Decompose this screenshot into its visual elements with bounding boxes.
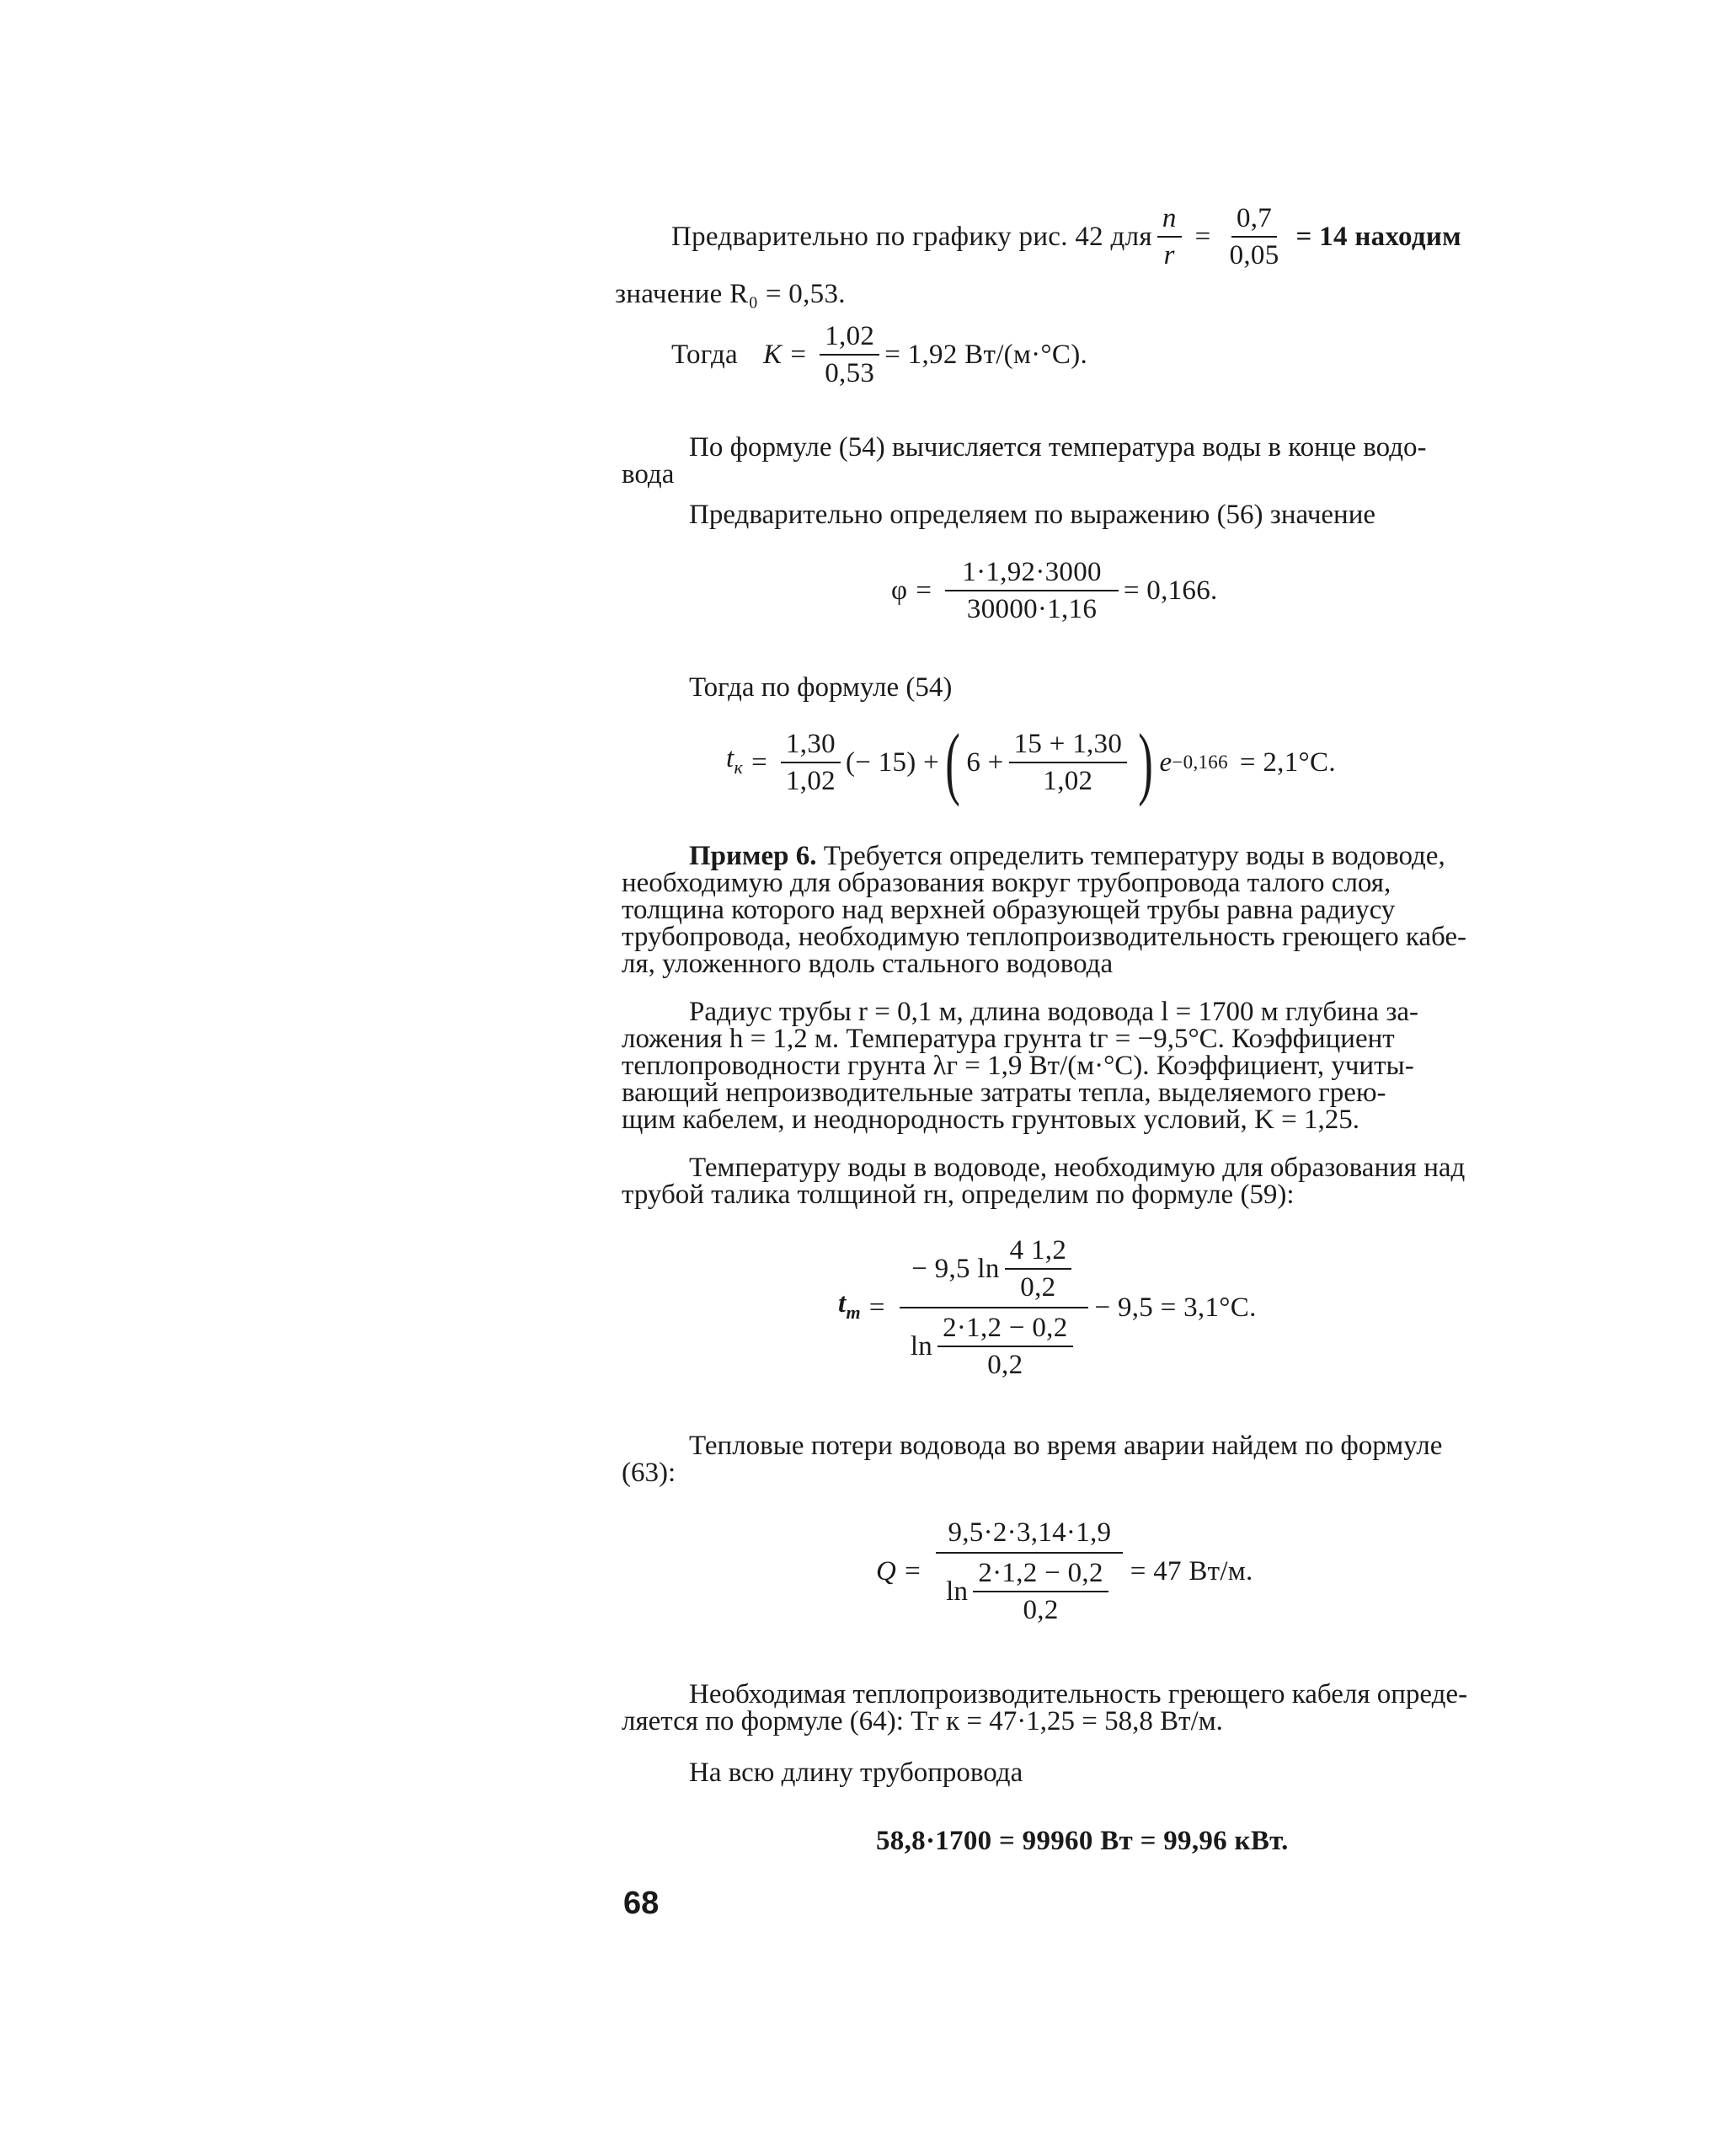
fraction-denominator (934, 1554, 1125, 1626)
result-phi: = 0,166. (1123, 575, 1218, 606)
fraction-numerator: 9,5·2·3,14·1,9 (936, 1517, 1123, 1554)
equals-sign: = (1194, 222, 1211, 252)
text-line: вающий непроизводительные затраты тепла, выделяемого грею- (622, 1078, 1386, 1108)
text-line: По формуле (54) вычисляется температура воды в конце водо- (689, 432, 1427, 463)
euler-e: e (1159, 747, 1172, 778)
fraction-denominator: 0,2 (1023, 1595, 1059, 1625)
page-number: 68 (623, 1886, 660, 1921)
equals-sign: = (790, 340, 807, 370)
text-r0-value: значение R₀ = 0,53. (615, 279, 846, 309)
fraction-numerator: 0,7 (1231, 202, 1277, 238)
variable-t: t (838, 1287, 847, 1319)
text-line: необходимую для образования вокруг трубопровода талого слоя, (622, 868, 1391, 898)
equation-tt (838, 1234, 1257, 1381)
fraction-130-102 (781, 728, 841, 797)
example-label: Пример 6. (689, 841, 817, 871)
fraction-top-inner (1005, 1234, 1072, 1303)
variable-tt (838, 1289, 861, 1327)
fraction-numerator: 2·1,2 − 0,2 (973, 1557, 1108, 1592)
equals-sign: = (868, 1292, 885, 1323)
result-tk: = 2,1°C. (1239, 747, 1336, 778)
text-line: Требуется определить температуру воды в водоводе, (816, 841, 1445, 871)
fraction-bottom-inner (937, 1312, 1072, 1381)
fraction-k (820, 320, 879, 389)
equation-phi (891, 556, 1218, 625)
text-line: ля, уложенного вдоль стального водовода (622, 949, 1114, 979)
final-result: 58,8·1700 = 99960 Вт = 99,96 кВт. (876, 1826, 1289, 1856)
right-parenthesis: ) (1138, 717, 1154, 807)
text-line: трубой талика толщиной rн, определим по формуле (59): (622, 1180, 1295, 1210)
text-line: На всю длину трубопровода (689, 1758, 1023, 1788)
fraction-tt-main (899, 1234, 1090, 1381)
paragraph-formula-64 (622, 1681, 1596, 1735)
paragraph-full-length (622, 1759, 1596, 1786)
left-parenthesis: ( (945, 717, 961, 807)
text-line: вода (622, 459, 675, 490)
text-line: Тепловые потери водовода во время аварии найдем по формуле (689, 1431, 1443, 1461)
text-line: Температуру воды в водоводе, необходимую для образования над (689, 1153, 1466, 1183)
equals-sign: = (905, 1556, 921, 1586)
text-preliminary: Предварительно по графику рис. 42 для (671, 222, 1152, 252)
preliminary-line (671, 202, 1461, 271)
equation-tk (726, 717, 1336, 807)
variable-t: t (726, 742, 734, 773)
paragraph-example-6 (622, 843, 1596, 977)
fraction-denominator: 0,05 (1229, 240, 1279, 270)
fraction-q-main (934, 1517, 1125, 1626)
text-line: Необходимая теплопроизводительность греющего кабеля опреде- (689, 1679, 1468, 1710)
fraction-phi (945, 556, 1119, 625)
term-ln: ln (946, 1576, 969, 1607)
equation-k (671, 320, 1087, 389)
paragraph-preliminary-56 (622, 501, 1596, 528)
text-line: (63): (622, 1458, 676, 1488)
fraction-numerator: 4 1,2 (1005, 1234, 1072, 1270)
equals-sign: = (751, 747, 767, 778)
fraction-07-over-005 (1225, 202, 1285, 271)
variable-k: K (763, 340, 783, 370)
fraction-denominator: 0,2 (987, 1350, 1023, 1380)
variable-phi: φ (891, 575, 908, 606)
fraction-numerator: n (1157, 202, 1182, 238)
subscript: т (846, 1301, 861, 1323)
text-finding: = 14 находим (1295, 222, 1461, 252)
variable-q: Q (876, 1556, 897, 1586)
term-ln-bottom: ln (910, 1331, 933, 1362)
text-line: щим кабелем, и неоднородность грунтовых условий, K = 1,25. (622, 1105, 1359, 1135)
text-then: Тогда (671, 340, 739, 370)
fraction-n-over-r (1157, 202, 1182, 271)
text-line: теплопроводности грунта λг = 1,9 Вт/(м·°C). Коэффициент, учиты- (622, 1051, 1414, 1081)
exponent: −0,166 (1172, 752, 1228, 773)
paragraph-formula-54 (622, 434, 1596, 488)
subscript: к (734, 756, 744, 778)
text-line: ляется по формуле (64): Tг к = 47·1,25 = 58,8 Вт/м. (622, 1706, 1223, 1736)
paragraph-parameters (622, 998, 1596, 1133)
term-ln-top: − 9,5 ln (911, 1254, 1000, 1284)
equals-sign: = (916, 575, 932, 606)
fraction-numerator: 15 + 1,30 (1009, 728, 1128, 763)
fraction-denominator: 1,02 (785, 766, 836, 796)
fraction-numerator: 1,02 (820, 320, 879, 356)
text-line: Предварительно определяем по выражению (56) значение (689, 500, 1376, 530)
fraction-denominator (899, 1308, 1090, 1381)
term-six: 6 + (966, 747, 1004, 778)
fraction-denominator: 0,53 (825, 358, 875, 388)
fraction-numerator (900, 1234, 1088, 1308)
fraction-sum-102 (1009, 728, 1128, 797)
fraction-numerator: 1·1,92·3000 (945, 556, 1119, 591)
fraction-numerator: 2·1,2 − 0,2 (937, 1312, 1072, 1347)
result-q: = 47 Вт/м. (1130, 1556, 1253, 1586)
paragraph-then-54 (622, 674, 1596, 701)
term-minus15: (− 15) + (845, 747, 940, 778)
result-k: = 1,92 Вт/(м·°C). (884, 340, 1088, 370)
paragraph-formula-63 (622, 1432, 1596, 1486)
fraction-q-inner (973, 1557, 1108, 1626)
paragraph-formula-59 (622, 1154, 1596, 1208)
fraction-denominator: 30000·1,16 (966, 594, 1098, 624)
text-line: Радиус трубы r = 0,1 м, длина водовода l = 1700 м глубина за- (689, 997, 1418, 1027)
text-line: толщина которого над верхней образующей трубы равна радиусу (622, 895, 1396, 925)
text-line: Тогда по формуле (54) (689, 672, 953, 703)
result-tt: − 9,5 = 3,1°C. (1094, 1292, 1257, 1323)
variable-tk (726, 744, 743, 782)
equation-q (876, 1517, 1253, 1626)
fraction-denominator: 1,02 (1043, 766, 1093, 796)
text-line: ложения h = 1,2 м. Температура грунта tг = −9,5°C. Коэффициент (622, 1024, 1395, 1054)
fraction-denominator: 0,2 (1020, 1272, 1056, 1303)
text-line: трубопровода, необходимую теплопроизводительность греющего кабе- (622, 922, 1466, 952)
fraction-numerator: 1,30 (781, 728, 841, 763)
fraction-denominator: r (1163, 240, 1175, 270)
